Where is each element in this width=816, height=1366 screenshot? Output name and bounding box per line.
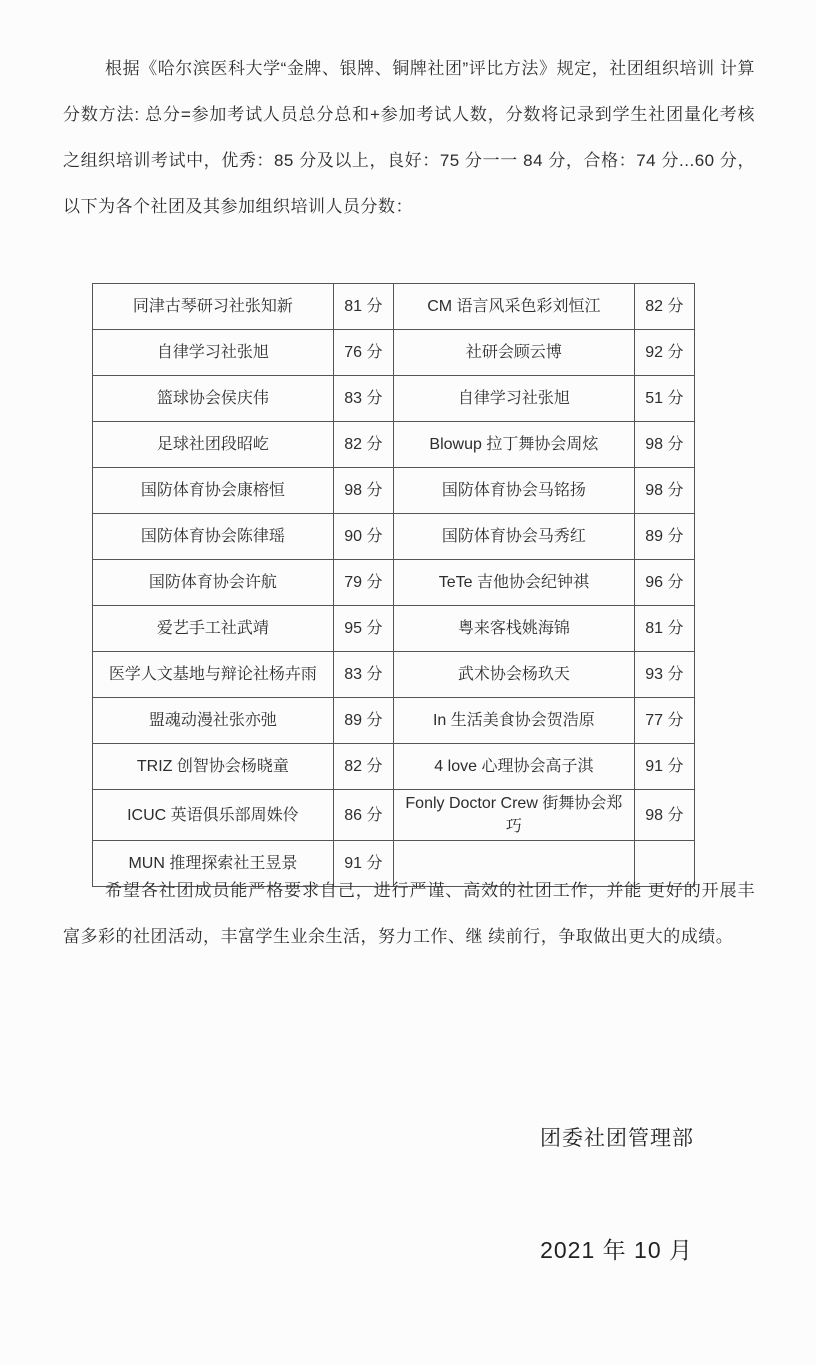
- table-row: [93, 376, 695, 422]
- score-cell: 89 分: [333, 698, 393, 744]
- signature-line: 团委社团管理部: [540, 1127, 694, 1150]
- club-name-cell: Blowup 拉丁舞协会周炫: [393, 422, 634, 468]
- table-row: [93, 468, 695, 514]
- score-cell: 95 分: [333, 606, 393, 652]
- score-cell: 82 分: [634, 284, 694, 330]
- club-name-cell: 社研会顾云博: [393, 330, 634, 376]
- club-name-cell: In 生活美食协会贺浩原: [393, 698, 634, 744]
- closing-paragraph: 希望各社团成员能严格要求自己，进行严谨、高效的社团工作，并能 更好的开展丰富多彩的社团活动，丰富学生业余生活，努力工作、继 续前行，争取做出更大的成绩。: [63, 881, 755, 946]
- club-name-cell: 武术协会杨玖天: [393, 652, 634, 698]
- score-cell: 83 分: [333, 652, 393, 698]
- club-name-cell: 国防体育协会陈律瑶: [93, 514, 334, 560]
- club-name-cell: 国防体育协会马秀红: [393, 514, 634, 560]
- score-cell: 82 分: [333, 422, 393, 468]
- score-cell: 91 分: [333, 841, 393, 887]
- table-row: [93, 422, 695, 468]
- score-cell: 90 分: [333, 514, 393, 560]
- club-name-cell: 国防体育协会康榕恒: [93, 468, 334, 514]
- table-row: [93, 698, 695, 744]
- club-name-cell: 足球社团段昭屹: [93, 422, 334, 468]
- club-name-cell: 自律学习社张旭: [393, 376, 634, 422]
- table-row: [93, 514, 695, 560]
- club-name-cell: TRIZ 创智协会杨晓童: [93, 744, 334, 790]
- club-name-cell: 同津古琴研习社张知新: [93, 284, 334, 330]
- document-date: 2021 年 10 月: [540, 1237, 693, 1263]
- score-cell: 98 分: [634, 790, 694, 841]
- club-name-cell: 爱艺手工社武靖: [93, 606, 334, 652]
- score-cell: 98 分: [634, 422, 694, 468]
- club-name-cell: TeTe 吉他协会纪钟祺: [393, 560, 634, 606]
- club-name-cell: CM 语言风采色彩刘恒江: [393, 284, 634, 330]
- score-cell: 89 分: [634, 514, 694, 560]
- score-cell: 79 分: [333, 560, 393, 606]
- club-name-cell: ICUC 英语俱乐部周姝伶: [93, 790, 334, 841]
- table-row: [93, 606, 695, 652]
- score-cell: 77 分: [634, 698, 694, 744]
- club-name-cell: 篮球协会侯庆伟: [93, 376, 334, 422]
- score-cell: 81 分: [333, 284, 393, 330]
- table-row: [93, 284, 695, 330]
- score-cell: 76 分: [333, 330, 393, 376]
- table-row: [93, 744, 695, 790]
- club-name-cell: 粤来客栈姚海锦: [393, 606, 634, 652]
- scores-table: [92, 283, 695, 887]
- intro-paragraph: 根据《哈尔滨医科大学“金牌、银牌、铜牌社团”评比方法》规定，社团组织培训 计算分数方法: 总分=参加考试人员总分总和+参加考试人数，分数将记录到学生社团量化考核之组织培训考试中，优秀：85 分及以上，良好：75 分一一 84 分，合格：74 分...60 分，以下为各个社团及其参加组织培训人员分数：: [63, 59, 755, 216]
- score-cell: 92 分: [634, 330, 694, 376]
- score-cell: 81 分: [634, 606, 694, 652]
- table-row: [93, 790, 695, 841]
- score-cell: 91 分: [634, 744, 694, 790]
- club-name-cell: Fonly Doctor Crew 街舞协会郑巧: [393, 790, 634, 841]
- score-cell: 98 分: [634, 468, 694, 514]
- score-cell: 86 分: [333, 790, 393, 841]
- score-cell: 83 分: [333, 376, 393, 422]
- score-cell: 96 分: [634, 560, 694, 606]
- club-name-cell: MUN 推理探索社王昱景: [93, 841, 334, 887]
- score-cell: 93 分: [634, 652, 694, 698]
- score-cell: 82 分: [333, 744, 393, 790]
- score-cell: 98 分: [333, 468, 393, 514]
- club-name-cell: 4 love 心理协会高子淇: [393, 744, 634, 790]
- table-row: [93, 330, 695, 376]
- club-name-cell: 盟魂动漫社张亦弛: [93, 698, 334, 744]
- club-name-cell: 国防体育协会许航: [93, 560, 334, 606]
- score-cell: 51 分: [634, 376, 694, 422]
- table-row: [93, 560, 695, 606]
- scores-table-body: [93, 284, 695, 887]
- club-name-cell: 医学人文基地与辩论社杨卉雨: [93, 652, 334, 698]
- club-name-cell: 国防体育协会马铭扬: [393, 468, 634, 514]
- club-name-cell: 自律学习社张旭: [93, 330, 334, 376]
- table-row: [93, 652, 695, 698]
